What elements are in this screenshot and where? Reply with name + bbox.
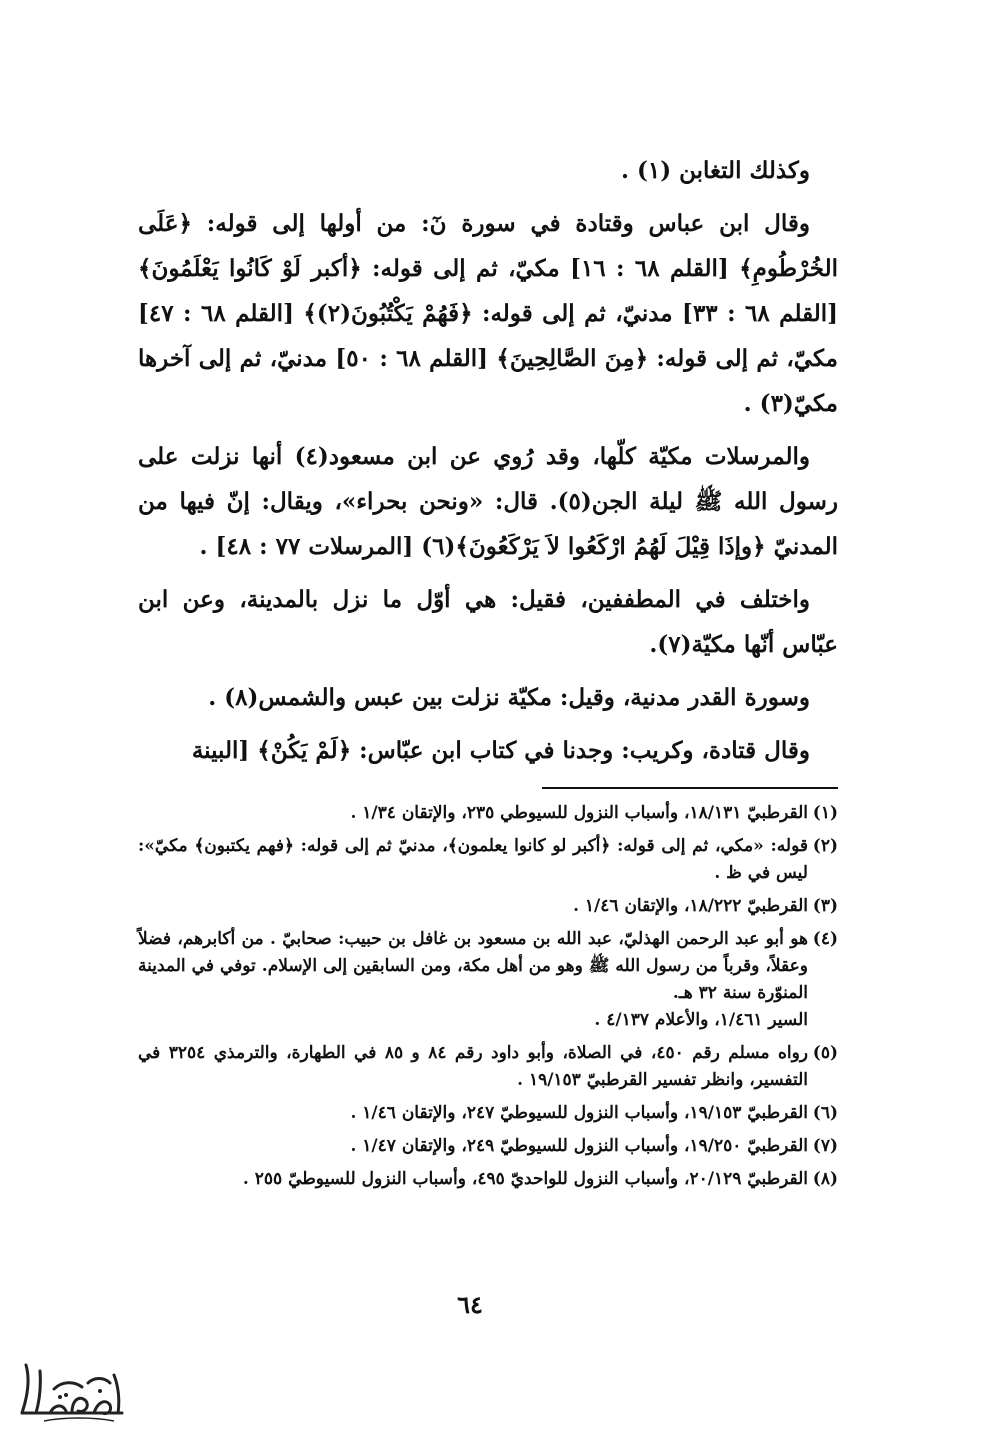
page-number: ٦٤	[457, 1290, 483, 1319]
footnote	[138, 926, 838, 1034]
footnote	[138, 833, 838, 887]
calligraphy-stamp-icon	[14, 1355, 134, 1430]
paragraph: واختلف في المطففين، فقيل: هي أوّل ما نزل بالمدينة، وعن ابن عبّاس أنّها مكيّة(٧).	[138, 586, 838, 658]
footnote-number: (١)	[812, 803, 838, 823]
paragraph: والمرسلات مكيّة كلّها، وقد رُوي عن ابن مسعود(٤) أنها نزلت على رسول الله ﷺ ليلة الجن(٥). قال: «ونحن بحراء»، ويقال: إنّ فيها من المدنيّ ﴿وإذَا قِيْلَ لَهُمُ ارْكَعُوا لاَ يَرْكَعُونَ﴾(٦) [المرسلات ٧٧ : ٤٨] .	[138, 443, 838, 560]
footnote-text: القرطبيّ ١٨/١٣١، وأسباب النزول للسيوطي ٢٣٥، والإتقان ١/٣٤ .	[350, 803, 808, 823]
paragraph: وسورة القدر مدنية، وقيل: مكيّة نزلت بين عبس والشمس(٨) .	[208, 684, 810, 711]
footnote-text: القرطبيّ ١٩/١٥٣، وأسباب النزول للسيوطيّ ٢٤٧، والإتقان ١/٤٦ .	[350, 1103, 808, 1123]
footnote	[138, 1133, 838, 1160]
footnote	[138, 893, 838, 920]
footnote-text: القرطبيّ ١٩/٢٥٠، وأسباب النزول للسيوطيّ ٢٤٩، والإتقان ١/٤٧ .	[350, 1136, 808, 1156]
footnote-number: (٧)	[812, 1136, 838, 1156]
footnote-source: السير ١/٤٦١، والأعلام ٤/١٣٧ .	[594, 1010, 808, 1030]
main-text	[138, 148, 838, 781]
footnote-text: القرطبيّ ٢٠/١٢٩، وأسباب النزول للواحديّ ٤٩٥، وأسباب النزول للسيوطيّ ٢٥٥ .	[242, 1169, 808, 1189]
footnote-number: (٨)	[812, 1169, 838, 1189]
footnote-number: (٤)	[812, 929, 838, 949]
footnote	[138, 1040, 838, 1094]
footnote-body	[138, 926, 808, 1034]
footnote	[138, 1100, 838, 1127]
footnote-number: (٢)	[812, 836, 838, 856]
footnote	[138, 800, 838, 827]
footnote-text: قوله: «مكي، ثم إلى قوله: ﴿أكبر لو كانوا يعلمون﴾، مدنيّ ثم إلى قوله: ﴿فهم يكتبون﴾ مكيّ»: ليس في ظ .	[138, 836, 808, 883]
paragraph: وقال قتادة، وكريب: وجدنا في كتاب ابن عبّاس: ﴿لَمْ يَكُنْ﴾ [البينة	[191, 737, 810, 764]
footnote	[138, 1166, 838, 1193]
footnote-text: القرطبيّ ١٨/٢٢٢، والإتقان ١/٤٦ .	[573, 896, 808, 916]
paragraph: وقال ابن عباس وقتادة في سورة نٓ: من أولها إلى قوله: ﴿عَلَى الخُرْطُومِ﴾ [القلم ٦٨ : ١٦] مكيّ، ثم إلى قوله: ﴿أكبر لَوْ كَانُوا يَعْلَمُونَ﴾ [القلم ٦٨ : ٣٣] مدنيّ، ثم إلى قوله: ﴿فَهُمْ يَكْتُبُونَ(٢)﴾ [القلم ٦٨ : ٤٧] مكيّ، ثم إلى قوله: ﴿مِنَ الصَّالِحِينَ﴾ [القلم ٦٨ : ٥٠] مدنيّ، ثم إلى آخرها مكيّ(٣) .	[138, 210, 839, 417]
footnote-number: (٣)	[812, 896, 838, 916]
footnote-number: (٦)	[812, 1103, 838, 1123]
footnote-number: (٥)	[812, 1043, 838, 1063]
footnote-separator	[542, 787, 838, 789]
paragraph: وكذلك التغابن (١) .	[620, 157, 810, 184]
footnote-text: رواه مسلم رقم ٤٥٠، في الصلاة، وأبو داود رقم ٨٤ و ٨٥ في الطهارة، والترمذي ٣٢٥٤ في التفسير، وانظر تفسير القرطبيّ ١٩/١٥٣ .	[138, 1043, 809, 1090]
footnote-text: هو أبو عبد الرحمن الهذليّ، عبد الله بن مسعود بن غافل بن حبيب: صحابيّ . من أكابرهم، فضلاً وعقلاً، وقرباً من رسول الله ﷺ وهو من أهل مكة، ومن السابقين إلى الإسلام. توفي في المدينة المنوّرة سنة ٣٢ هـ.	[138, 929, 808, 1003]
footnotes	[138, 800, 838, 1199]
